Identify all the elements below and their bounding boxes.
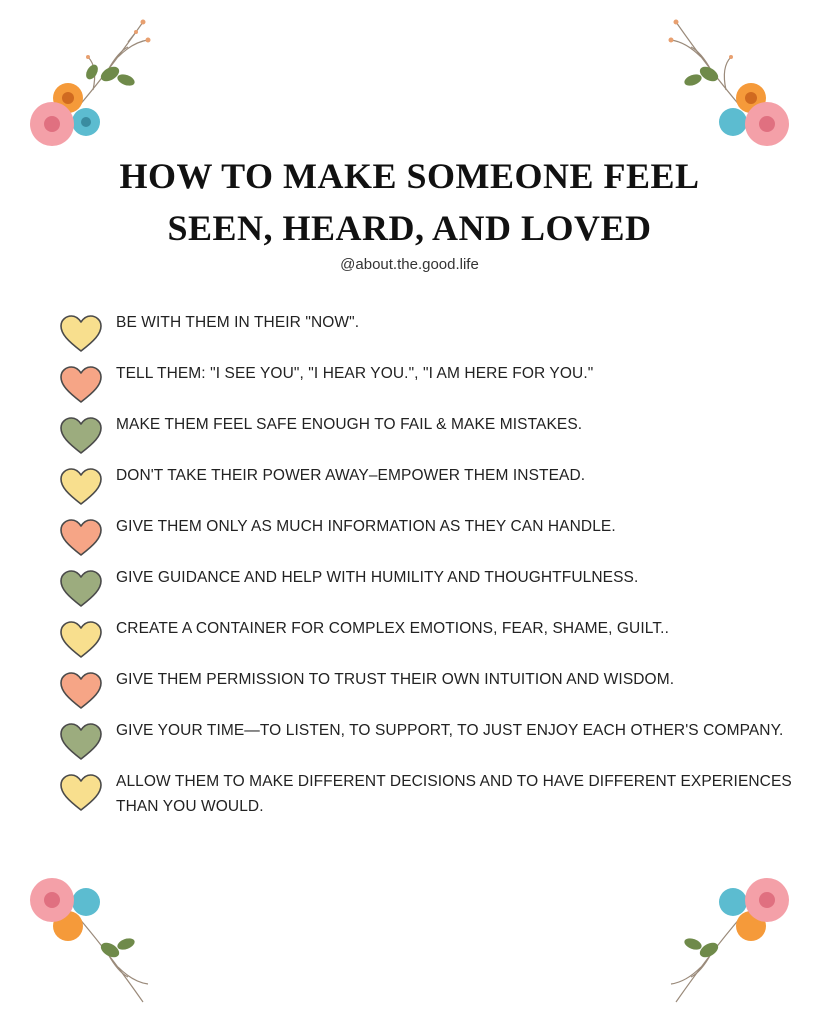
heart-icon	[58, 773, 104, 813]
list-item-text: CREATE A CONTAINER FOR COMPLEX EMOTIONS, FEAR, SHAME, GUILT..	[116, 620, 669, 637]
list-item	[58, 361, 818, 412]
list-item	[58, 310, 818, 361]
flower-bouquet-icon-bottom-right	[651, 862, 801, 1012]
list-item-text: TELL THEM: "I SEE YOU", "I HEAR YOU.", "I AM HERE FOR YOU."	[116, 365, 594, 382]
heart-icon	[58, 722, 104, 762]
list-item	[58, 463, 818, 514]
list-item-text: MAKE THEM FEEL SAFE ENOUGH TO FAIL & MAKE MISTAKES.	[116, 416, 583, 433]
list-item-text: DON'T TAKE THEIR POWER AWAY–EMPOWER THEM INSTEAD.	[116, 467, 586, 484]
flower-bouquet-icon-bottom-left	[18, 862, 168, 1012]
heart-icon	[58, 365, 104, 405]
list-item	[58, 412, 818, 463]
list-item	[58, 667, 818, 718]
list-item-text: ALLOW THEM TO MAKE DIFFERENT DECISIONS AND TO HAVE DIFFERENT EXPERIENCES THAN YOU WOULD.	[116, 773, 792, 815]
heart-icon	[58, 467, 104, 507]
list-item	[58, 616, 818, 667]
title-line-1: HOW TO MAKE SOMEONE FEEL	[119, 156, 700, 196]
list-item-text: GIVE THEM ONLY AS MUCH INFORMATION AS THEY CAN HANDLE.	[116, 518, 616, 535]
heart-icon	[58, 314, 104, 354]
list-item	[58, 514, 818, 565]
title-line-2: SEEN, HEARD, AND LOVED	[167, 208, 652, 248]
heart-icon	[58, 518, 104, 558]
social-handle: @about.the.good.life	[340, 256, 479, 273]
heart-icon	[58, 671, 104, 711]
list-item-text: GIVE GUIDANCE AND HELP WITH HUMILITY AND THOUGHTFULNESS.	[116, 569, 639, 586]
list-item-text: GIVE YOUR TIME—TO LISTEN, TO SUPPORT, TO JUST ENJOY EACH OTHER'S COMPANY.	[116, 722, 784, 739]
flower-bouquet-icon-top-left	[18, 12, 168, 162]
list-item-text: GIVE THEM PERMISSION TO TRUST THEIR OWN INTUITION AND WISDOM.	[116, 671, 675, 688]
list-item	[58, 565, 818, 616]
heart-icon	[58, 569, 104, 609]
flower-bouquet-icon-top-right	[651, 12, 801, 162]
list-item	[58, 769, 818, 839]
heart-icon	[58, 620, 104, 660]
list-item	[58, 718, 818, 769]
tips-list	[58, 310, 818, 839]
list-item-text: BE WITH THEM IN THEIR "NOW".	[116, 314, 360, 331]
page-title	[0, 150, 819, 254]
heart-icon	[58, 416, 104, 456]
